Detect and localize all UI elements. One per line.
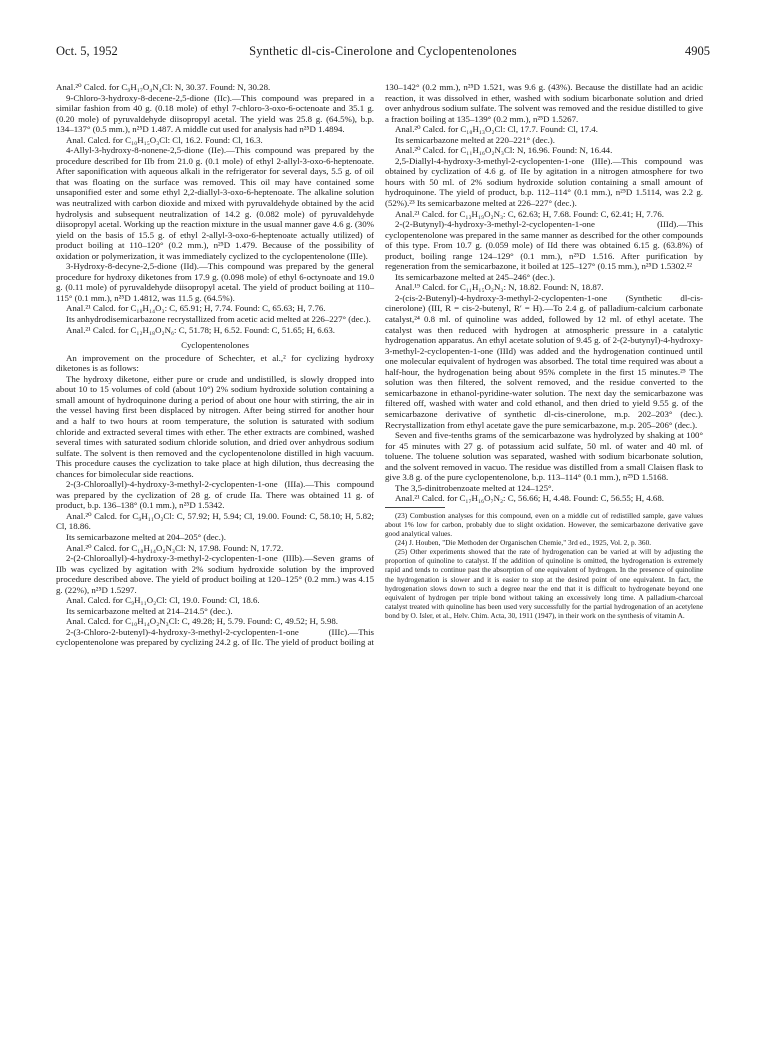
text-paragraph: Anal.²¹ Calcd. for C₁₀H₁₄O₃: C, 65.91; H, 7.74. Found: C, 65.63; H, 7.76.	[66, 303, 326, 314]
page-number: 4905	[685, 44, 710, 58]
text-paragraph: 3-Hydroxy-8-decyne-2,5-dione (IId).—This compound was prepared by the general procedure for hydroxy diketones from 17.9 g. (0.098 mole) of ethyl 6-octynoate and 19.0 g. (0.11 mole) of pyruvaldehyde diisopropyl acetal. The yield of product boiling at 110–115° (0.1 mm.), n²⁵D 1.4812, was 11.5 g. (64.5%).	[56, 261, 374, 303]
text-paragraph: Anal.²⁰ Calcd. for C₁₁H₁₆O₂N₃Cl: N, 16.96. Found: N, 16.44.	[395, 145, 613, 156]
left-column	[56, 82, 374, 648]
text-paragraph: Anal.²⁰ Calcd. for C₉H₁₁O₂Cl: C, 57.92; H, 5.94; Cl, 19.00. Found: C, 58.10; H, 5.82; Cl, 18.86.	[56, 510, 374, 532]
text-paragraph: Anal.²⁰ Calcd. for C₁₀H₁₃O₂Cl: Cl, 17.7. Found: Cl, 17.4.	[395, 124, 598, 135]
text-paragraph: Anal. Calcd. for C₉H₁₁O₂Cl: Cl, 19.0. Found: Cl, 18.6.	[66, 595, 260, 606]
text-paragraph: 9-Chloro-3-hydroxy-8-decene-2,5-dione (IIc).—This compound was prepared in a similar fashion from 40 g. (0.18 mole) of ethyl 7-chloro-3-oxo-6-octenoate and 35.1 g. (0.20 mole) of pyruvaldehyde diisopropyl acetal. The yield was 25.8 g. (64.5%), b.p. 134–137° (0.5 mm.), n²⁵D 1.487. A middle cut used for analysis had n²⁵D 1.4894.	[56, 92, 374, 135]
page-header	[56, 44, 710, 60]
text-paragraph: Anal.²¹ Calcd. for C₁₂H₁₈O₂N₆: C, 51.78; H, 6.52. Found: C, 51.65; H, 6.63.	[66, 324, 335, 335]
text-paragraph: Its semicarbazone melted at 214–214.5° (dec.).	[66, 605, 233, 616]
header-title: Synthetic dl-cis-Cinerolone and Cyclopentenolones	[249, 44, 517, 58]
text-paragraph: Its semicarbazone melted at 204–205° (dec.).	[66, 531, 226, 542]
text-paragraph: 4-Allyl-3-hydroxy-8-nonene-2,5-dione (IIe).—This compound was prepared by the procedure described for IIb from 21.0 g. (0.1 mole) of ethyl 2-allyl-3-oxo-6-heptenoate. After saponification with aqueous alkali in the refrigerator for several days, 5.5 g. of oil that was floating on the surface was removed. This oil may have contained some unsaponified ester and some ethyl 2,2-diallyl-3-oxo-6-heptenoate. The alkaline solution was neutralized with carbon dioxide and mixed with pyruvaldehyde obtained by the acid hydrolysis and subsequent neutralization of 14.2 g. (0.082 mole) of pyruvaldehyde diisopropyl acetal. Working up the reaction mixture in the usual manner gave 4.6 g. (30% yield on the basis of 15.5 g. of ethyl 2-allyl-3-oxo-6-heptenoate actually utilized) of product boiling at 110–120° (0.2 mm.), n²⁵D 1.479. Because of the possibility of oxidation or polymerization, it was immediately cyclized to the cyclopentenolone (IIIe).	[56, 145, 374, 261]
text-paragraph: 2-(3-Chloro-2-butenyl)-4-hydroxy-3-methyl-2-cyclopenten-1-one (IIIc).—This cyclopentenolone was prepared by cyclizing 24.2 g. of IIc. The yield of product boiling at	[56, 626, 374, 648]
text-paragraph: Anal.²¹ Calcd. for C₁₃H₁₉O₂N₃: C, 62.63; H, 7.68. Found: C, 62.41; H, 7.76.	[395, 208, 664, 219]
text-paragraph: The hydroxy diketone, either pure or crude and undistilled, is slowly dropped into about 10 to 15 volumes of cold (about 10°) 2% sodium hydroxide solution containing a small amount of hydroquinone during a period of about one hour with stirring, the air in the vessel having first been displaced by nitrogen. After being stirred for another hour and a half to two hours at room temperature, the solution is saturated with sodium chloride and extracted several times with ether. The ether extracts are combined, washed several times with saturated sodium chloride solution, and dried over anhydrous sodium sulfate. The solvent is then removed and the cyclopentenolone distilled in high vacuum. This procedure causes the cyclization to take place at high dilution, thus decreasing the chances for bimolecular side reactions.	[56, 373, 374, 479]
text-paragraph: Anal.¹⁹ Calcd. for C₁₁H₁₅O₂N₃: N, 18.82. Found: N, 18.87.	[395, 282, 604, 293]
footnote-divider	[385, 507, 445, 508]
text-paragraph: Anal.²¹ Calcd. for C₁₇H₁₆O₇N₂: C, 56.66; H, 4.48. Found: C, 56.55; H, 4.68.	[395, 493, 664, 504]
text-paragraph: Seven and five-tenths grams of the semicarbazone was hydrolyzed by shaking at 100° for 45 minutes with 27 g. of potassium acid sulfate, 50 ml. of water and 40 ml. of toluene. The toluene solution was separated, washed with sodium bicarbonate solution, and the solvent removed in vacuo. The residue was distilled from a small Claisen flask to give 3.8 g. of the pure cyclopentenolone, b.p. 113–114° (0.1 mm.), n²⁵D 1.5168.	[385, 430, 703, 483]
text-paragraph: Anal. Calcd. for C₁₀H₁₅O₃Cl: Cl, 16.2. Found: Cl, 16.3.	[66, 134, 263, 145]
text-paragraph: Anal. Calcd. for C₁₀H₁₄O₂N₃Cl: C, 49.28; H, 5.79. Found: C, 49.52; H, 5.98.	[66, 616, 339, 627]
text-paragraph: Its semicarbazone melted at 245–246° (dec.).	[395, 271, 555, 282]
footnote: (25) Other experiments showed that the rate of hydrogenation can be varied at will by adjusting the proportion of quinoline to catalyst. If the addition of quinoline is omitted, the hydrogenation is extremely rapid and tends to continue past the absorption of one equivalent of hydrogen. In the presence of quinoline the hydrogenation is slower and it is easier to stop at the desired point of one equivalent. In fact, the hydrogenation slows down to such a degree near the end that it is difficult to hydrogenate beyond one equivalent of hydrogen per triple bond without taking an excessively long time. A palladium-charcoal catalyst treated with quinoline has been used very successfully for the partial hydrogenation of an acetylene bond by O. Isler, et al., Helv. Chim. Acta, 30, 1911 (1947), in their work on the synthesis of vitamin A.	[385, 547, 703, 620]
text-paragraph: 2-(cis-2-Butenyl)-4-hydroxy-3-methyl-2-cyclopenten-1-one (Synthetic dl-cis-cinerolone) (III, R = cis-2-butenyl, R′ = H).—To 2.4 g. of palladium-calcium carbonate catalyst,²⁴ 0.8 ml. of quinoline was added, followed by 12 ml. of ethyl acetate. The catalyst was then reduced with hydrogen at atmospheric pressure in a catalytic hydrogenation apparatus. An ethyl acetate solution of 9.45 g. of 2-(2-butynyl)-4-hydroxy-3-methyl-2-cyclopenten-1-one (IIId) was added and the hydrogenation continued until one molecular equivalent of hydrogen was absorbed. The total time required was about a half-hour, the hydrogenation being about 95% complete in the first 15 minutes.²⁵ The solution was then filtered, the solvent removed, and the residue converted to the semicarbazone in ethanol-pyridine-water solution. The next day the semicarbazone was filtered off, washed with water and cold ethanol, and then dried to yield 9.55 g. of the semicarbazone derivative of synthetic dl-cis-cinerolone, m.p. 202–203° (dec.). Recrystallization from ethyl acetate gave the pure semicarbazone, m.p. 205–206° (dec.).	[385, 292, 703, 430]
text-paragraph: 2,5-Diallyl-4-hydroxy-3-methyl-2-cyclopenten-1-one (IIIe).—This compound was obtained by cyclization of 4.6 g. of IIe by agitation in a nitrogen atmosphere for two hours with 50 ml. of 2% sodium hydroxide solution containing a small amount of hydroquinone. The yield of product, b.p. 112–114° (0.1 mm.), n²⁵D 1.5114, was 2.2 g. (52%).²³ Its semicarbazone melted at 226–227° (dec.).	[385, 155, 703, 209]
text-paragraph: 130–142° (0.2 mm.), n²⁵D 1.521, was 9.6 g. (43%). Because the distillate had an acidic reaction, it was dissolved in ether, washed with sodium bicarbonate solution and dried over anhydrous sodium sulfate. The solvent was removed and the residue distilled to give a fraction boiling at 135–139° (0.2 mm.), n²⁵D 1.5267.	[385, 82, 703, 124]
text-paragraph: Anal.²⁰ Calcd. for C₁₀H₁₄O₂N₃Cl: N, 17.98. Found: N, 17.72.	[66, 542, 284, 553]
right-column	[385, 82, 703, 620]
text-paragraph: 2-(3-Chloroallyl)-4-hydroxy-3-methyl-2-cyclopenten-1-one (IIIa).—This compound was prepared by the cyclization of 28 g. of crude IIa. There was obtained 11 g. of product, b.p. 136–138° (0.1 mm.), n²⁵D 1.5342.	[56, 479, 374, 511]
footnote: (24) J. Houben, "Die Methoden der Organischen Chemie," 3rd ed., 1925, Vol. 2, p. 360.	[395, 538, 652, 548]
text-paragraph: Its semicarbazone melted at 220–221° (dec.).	[395, 134, 555, 145]
text-paragraph: Anal.²⁰ Calcd. for C₉H₁₇O₄N₄Cl: N, 30.37. Found: N, 30.28.	[56, 82, 271, 92]
section-heading: Cyclopentenolones	[181, 340, 249, 351]
text-paragraph: The 3,5-dinitrobenzoate melted at 124–125°.	[395, 482, 554, 493]
text-paragraph: 2-(2-Chloroallyl)-4-hydroxy-3-methyl-2-cyclopenten-1-one (IIIb).—Seven grams of IIb was cyclized by agitation with 2% sodium hydroxide solution by the improved procedure described above. The yield of product boiling at 120–125° (0.2 mm.) was 4.15 g. (22%), n²⁵D 1.5297.	[56, 553, 374, 595]
text-paragraph: An improvement on the procedure of Schechter, et al.,² for cyclizing hydroxy diketones is as follows:	[56, 352, 374, 374]
header-date: Oct. 5, 1952	[56, 44, 118, 58]
text-paragraph: 2-(2-Butynyl)-4-hydroxy-3-methyl-2-cyclopenten-1-one (IIId).—This cyclopentenolone was prepared in the same manner as described for the other compounds of this type. From 10.7 g. (0.059 mole) of IId there was obtained 6.15 g. (63.8%) of product, boiling range 124–129° (0.1 mm.), n²⁵D 1.516. After purification by regeneration from the semicarbazone, it boiled at 125–127° (0.15 mm.), n²⁵D 1.5302.²²	[385, 219, 703, 272]
text-paragraph: Its anhydrodisemicarbazone recrystallized from acetic acid melted at 226–227° (dec.).	[66, 314, 371, 325]
footnote: (23) Combustion analyses for this compound, even on a middle cut of redistilled sample, gave values about 1% low for carbon, probably due to slight oxidation. However, the semicarbazone derivative gave good analytical values.	[385, 510, 703, 539]
